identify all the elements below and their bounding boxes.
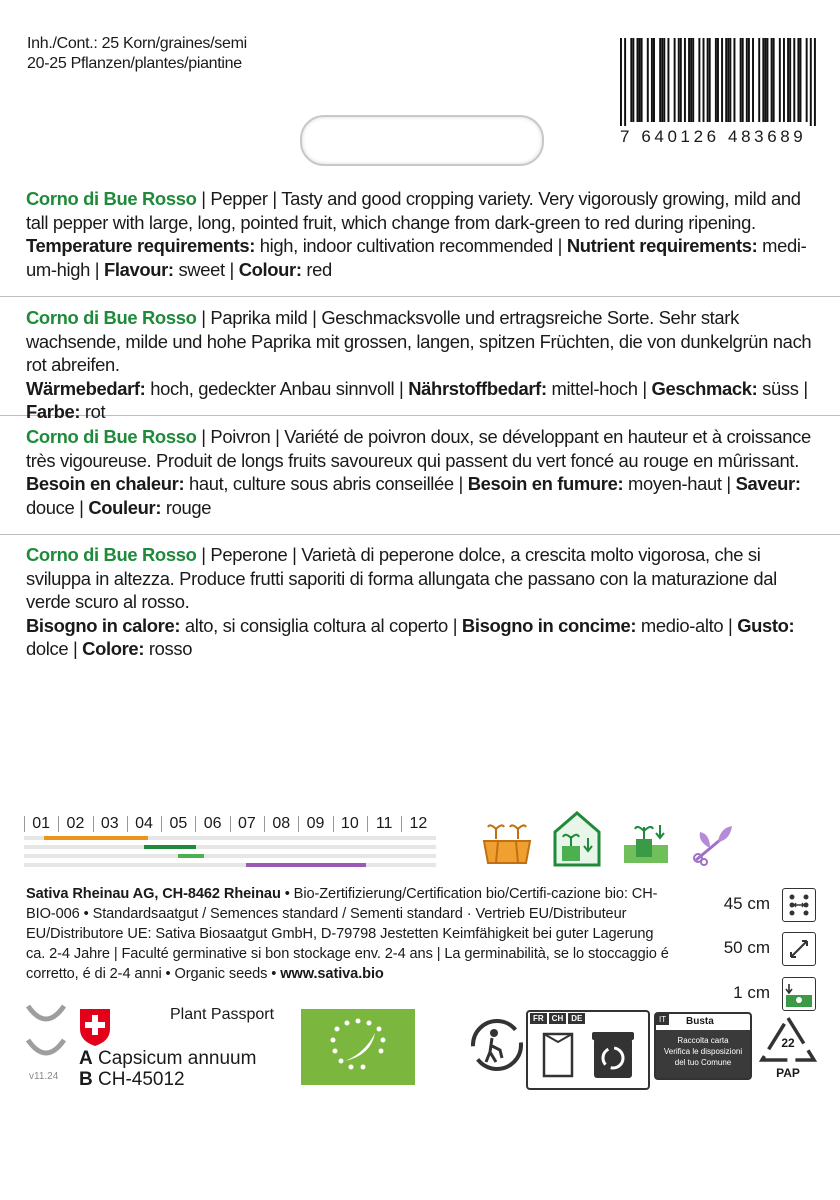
harvest-period-bar <box>246 863 366 867</box>
barcode-bar <box>647 38 649 122</box>
barcode-bar <box>707 38 709 122</box>
company-info <box>26 884 676 984</box>
seed-tray-icon <box>482 815 532 872</box>
plant-spacing <box>696 932 816 966</box>
label: Besoin en fumure: <box>467 473 624 495</box>
barcode-bar <box>630 38 632 122</box>
greenhouse-icon <box>552 810 602 873</box>
recycling-person-icon <box>470 1018 524 1077</box>
italy-disposal-label <box>654 1012 752 1080</box>
barcode-bar <box>692 38 694 122</box>
variety-name: Corno di Bue Rosso <box>26 544 197 565</box>
contents-line-1: Inh./Cont.: 25 Korn/graines/semi <box>27 35 247 52</box>
value: mittel-hoch | <box>546 377 652 399</box>
intro-text: | Peperone | Varietà di peperone dolce, a crescita molto vigorosa, che si sviluppa in altezza. Produce frutti saporiti di forma allungata che passano con la maturazione dal verde scuro al rosso. <box>26 544 777 613</box>
country-codes <box>530 1013 585 1024</box>
barcode-bar <box>806 38 808 122</box>
barcode-bar <box>661 38 663 122</box>
sowing-depth-icon <box>782 977 816 1011</box>
calendar-track-harvest <box>24 863 436 867</box>
it-code: IT <box>656 1014 669 1025</box>
barcode-bar <box>717 38 719 122</box>
barcode-bar <box>688 38 690 122</box>
label: Colore: <box>82 638 145 660</box>
sowing-depth <box>696 977 816 1011</box>
barcode-bar <box>715 38 717 122</box>
barcode-bar <box>721 38 723 122</box>
row-spacing-icon <box>782 888 816 922</box>
pap-label: PAP <box>776 1066 800 1080</box>
barcode-bar <box>684 38 686 122</box>
variety-name: Corno di Bue Rosso <box>26 188 197 209</box>
value: high, indoor cultivation recommended | <box>255 235 567 257</box>
value: rouge <box>161 496 212 518</box>
month-label: 05 <box>161 814 195 834</box>
barcode-bar <box>748 38 750 122</box>
barcode-bar <box>637 38 639 122</box>
label: Bisogno in concime: <box>461 614 637 636</box>
barcode-bar <box>729 38 731 122</box>
busta-line-3: del tuo Comune <box>674 1058 732 1067</box>
value: red <box>301 258 332 280</box>
barcode-bar <box>740 38 742 122</box>
barcode-bar <box>698 38 700 122</box>
month-label: 12 <box>401 814 435 834</box>
barcode-bar <box>789 38 791 122</box>
calendar-track-transplant <box>24 854 436 858</box>
barcode-bar <box>758 38 760 122</box>
pricking-out-icon <box>622 817 670 872</box>
passport-b-label: B <box>79 1069 93 1090</box>
calendar-track-planting <box>24 845 436 849</box>
value: sweet | <box>173 258 239 280</box>
barcode-bar <box>783 38 785 122</box>
barcode-bar <box>799 38 801 122</box>
contents-line-2: 20-25 Pflanzen/plantes/piantine <box>27 55 242 72</box>
barcode-bar <box>733 38 735 122</box>
sowing-period-bar <box>44 836 148 840</box>
barcode-bars <box>620 38 816 126</box>
transplant-period-bar <box>178 854 204 858</box>
triman-block <box>526 1010 646 1086</box>
variety-name: Corno di Bue Rosso <box>26 307 197 328</box>
month-label: 08 <box>264 814 298 834</box>
row-spacing <box>696 888 816 922</box>
month-label: 04 <box>127 814 161 834</box>
paper-packet-icon <box>538 1032 578 1078</box>
label: Gusto: <box>737 614 795 636</box>
plant-spacing-value: 50 cm <box>723 938 770 957</box>
barcode-bar <box>787 38 789 122</box>
description-fr <box>26 425 816 519</box>
month-label: 01 <box>24 814 58 834</box>
label: Flavour: <box>103 258 174 280</box>
barcode-bar <box>674 38 676 122</box>
barcode-bar <box>727 38 729 122</box>
contents-info <box>27 34 247 74</box>
barcode-bar <box>659 38 661 122</box>
barcode-bar <box>797 38 799 122</box>
label: Wärmebedarf: <box>26 377 146 399</box>
label: Nutrient requirements: <box>566 235 758 257</box>
barcode-bar <box>766 38 768 122</box>
description-en <box>26 187 816 281</box>
company-name: Sativa Rheinau AG, CH-8462 Rheinau <box>26 886 281 902</box>
month-label: 07 <box>230 814 264 834</box>
divider <box>0 296 840 297</box>
label: Bisogno in calore: <box>26 614 181 636</box>
barcode <box>620 38 816 146</box>
country-code: DE <box>568 1013 585 1024</box>
passport-line-a <box>79 1048 256 1070</box>
month-labels <box>24 814 436 834</box>
label: Colour: <box>238 258 302 280</box>
barcode-bar <box>624 38 626 126</box>
value: douce | <box>26 496 89 518</box>
value: dolce | <box>26 638 83 660</box>
value: medio-alto | <box>636 614 738 636</box>
value: süss | <box>757 377 808 399</box>
month-label: 06 <box>195 814 229 834</box>
value: alto, si consiglia coltura al coperto | <box>180 614 462 636</box>
description-de <box>26 306 816 424</box>
busta-line-1: Raccolta carta <box>677 1036 729 1045</box>
barcode-bar <box>663 38 665 122</box>
label: Temperature requirements: <box>26 235 256 257</box>
cultivation-calendar <box>24 814 436 874</box>
country-code: FR <box>530 1013 547 1024</box>
barcode-bar <box>678 38 680 122</box>
barcode-bar <box>632 38 634 122</box>
barcode-bar <box>810 38 812 126</box>
busta-instructions <box>656 1030 750 1078</box>
barcode-bar <box>667 38 669 122</box>
intro-text: | Pepper | Tasty and good cropping variety. Very vigorously growing, mild and tall pepper with large, long, pointed fruit, which change from dark-green to red during ripening. <box>26 188 801 233</box>
harvest-icon <box>692 822 736 871</box>
month-label: 10 <box>333 814 367 834</box>
passport-line-b <box>79 1069 185 1091</box>
barcode-bar <box>690 38 692 122</box>
label: Geschmack: <box>651 377 758 399</box>
barcode-bar <box>620 38 622 126</box>
busta-line-2: Verifica le disposizioni <box>663 1047 743 1056</box>
month-label: 11 <box>367 814 401 834</box>
passport-a-label: A <box>79 1048 93 1069</box>
swiss-flag-icon <box>78 1007 112 1052</box>
barcode-bar <box>680 38 682 122</box>
barcode-bar <box>762 38 764 122</box>
country-code: CH <box>549 1013 567 1024</box>
variety-name: Corno di Bue Rosso <box>26 426 197 447</box>
recycling-bin-icon <box>590 1028 636 1080</box>
barcode-bar <box>651 38 653 122</box>
row-spacing-value: 45 cm <box>723 894 770 913</box>
value: rot <box>80 401 106 423</box>
value: hoch, gedeckter Anbau sinnvoll | <box>145 377 409 399</box>
barcode-bar <box>752 38 754 122</box>
barcode-bar <box>771 38 773 122</box>
pap-22-icon <box>758 1014 818 1082</box>
intro-text: | Poivron | Variété de poivron doux, se développant en hauteur et à croissance très vigoureuse. Produit de longs fruits savoureux qui passent du vert foncé au rouge en mûrissant. <box>26 426 811 471</box>
plant-spacing-icon <box>782 932 816 966</box>
value: haut, culture sous abris conseillée | <box>184 473 468 495</box>
tactile-marks-icon <box>24 1000 68 1075</box>
barcode-bar <box>641 38 643 122</box>
eu-organic-logo <box>301 1009 415 1090</box>
divider <box>0 534 840 535</box>
label: Farbe: <box>26 401 81 423</box>
barcode-bar <box>764 38 766 122</box>
label: Couleur: <box>88 496 162 518</box>
certification-text: • Bio-Zertifizierung/Certification bio/Certifi-cazione bio: CH-BIO-006 • Standardsaatgut / Semences standard / Sementi standard · Vertrieb EU/Distributeur EU/Distributore UE: Sativa Biosaatgut GmbH, D-79798 Jestetten Keimfähigkeit bei guter Lagerung ca. 2-4 Jahre | Faculté germinative si bon stockage env. 2-4 ans | La germinabilità, se lo stoccaggio é corretto, é di 2-4 anni • Organic seeds • <box>26 886 669 982</box>
barcode-bar <box>725 38 727 122</box>
passport-b-value: CH-45012 <box>98 1069 185 1090</box>
value: rosso <box>144 638 193 660</box>
passport-a-value: Capsicum annuum <box>98 1048 257 1069</box>
barcode-bar <box>779 38 781 122</box>
barcode-bar <box>742 38 744 122</box>
month-label: 09 <box>298 814 332 834</box>
sowing-depth-value: 1 cm <box>733 983 770 1002</box>
intro-text: | Paprika mild | Geschmacksvolle und ertragsreiche Sorte. Sehr stark wachsende, milde und hohe Paprika mit grossen, langen, spitzen Früchten, die von dunkelgrün nach rot abreifen. <box>26 307 812 376</box>
version-label: v11.24 <box>29 1071 59 1082</box>
month-label: 02 <box>58 814 92 834</box>
month-label: 03 <box>93 814 127 834</box>
barcode-digits: 7 640126 483689 <box>620 127 807 146</box>
barcode-bar <box>814 38 816 126</box>
busta-label: Busta <box>686 1016 714 1027</box>
plant-passport-title: Plant Passport <box>170 1006 275 1023</box>
value: medi-um-high | <box>26 235 807 280</box>
barcode-bar <box>746 38 748 122</box>
barcode-bar <box>793 38 795 122</box>
packet-window <box>300 115 544 166</box>
barcode-bar <box>653 38 655 122</box>
website-link[interactable]: www.sativa.bio <box>280 966 384 982</box>
planting-period-bar <box>144 845 196 849</box>
label: Besoin en chaleur: <box>26 473 185 495</box>
barcode-bar <box>639 38 641 122</box>
barcode-bar <box>703 38 705 122</box>
pap-number: 22 <box>781 1036 795 1050</box>
label: Saveur: <box>735 473 801 495</box>
barcode-bar <box>709 38 711 122</box>
value: moyen-haut | <box>623 473 736 495</box>
description-it <box>26 543 816 661</box>
label: Nährstoffbedarf: <box>408 377 547 399</box>
barcode-bar <box>773 38 775 122</box>
